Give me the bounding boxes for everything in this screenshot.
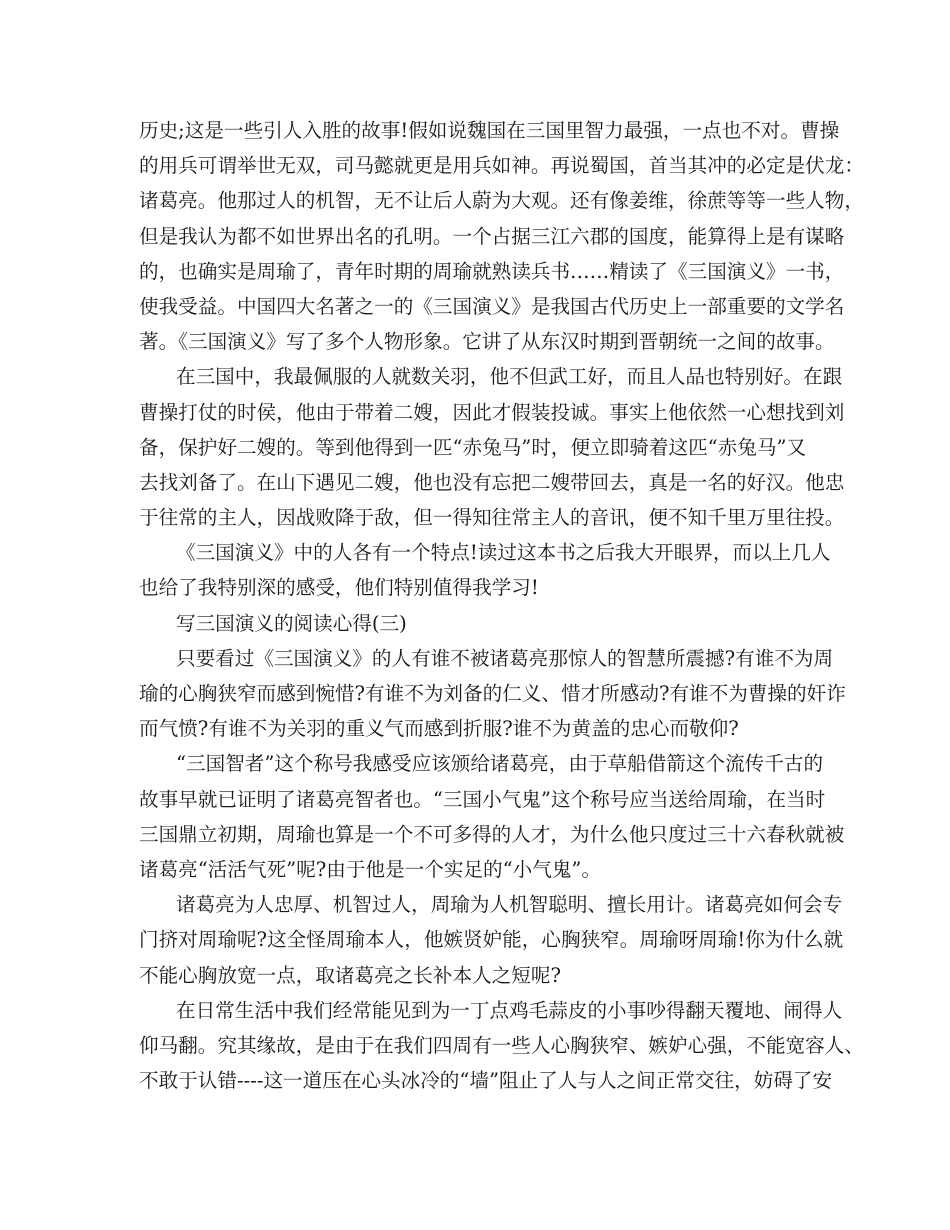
text-line: “三国智者”这个称号我感受应该颁给诸葛亮，由于草船借箭这个流传千古的 xyxy=(176,752,824,776)
text-line: 于往常的主人，因战败降于敌，但一得知往常主人的音讯，便不知千里万里往投。 xyxy=(139,506,845,530)
text-line: 不敢于认错----这一道压在心头冰冷的“墙”阻止了人与人之间正常交往，妨碍了安 xyxy=(139,1069,833,1093)
text-line: 故事早就已证明了诸葛亮智者也。“三国小气鬼”这个称号应当送给周瑜，在当时 xyxy=(139,787,826,811)
text-line: 在三国中，我最佩服的人就数关羽，他不但武工好，而且人品也特别好。在跟 xyxy=(176,365,843,389)
text-line: 瑜的心胸狭窄而感到惋惜?有谁不为刘备的仁义、惜才所感动?有谁不为曹操的奸诈 xyxy=(139,682,846,705)
text-line: 备，保护好二嫂的。等到他得到一匹“赤兔马”时，便立即骑着这匹“赤兔马”又 xyxy=(139,435,807,459)
text-line: 历史;这是一些引人入胜的故事!假如说魏国在三国里智力最强，一点也不对。曹操 xyxy=(139,119,840,142)
text-line: 《三国演义》中的人各有一个特点!读过这本书之后我大开眼界，而以上几人 xyxy=(176,541,831,565)
text-line: 而气愤?有谁不为关羽的重义气而感到折服?谁不为黄盖的忠心而敬仰? xyxy=(139,717,739,741)
text-line: 只要看过《三国演义》的人有谁不被诸葛亮那惊人的智慧所震撼?有谁不为周 xyxy=(176,646,834,670)
text-line: 曹操打仗的时侯，他由于带着二嫂，因此才假装投诚。事实上他依然一心想找到刘 xyxy=(139,400,845,424)
text-line: 门挤对周瑜呢?这全怪周瑜本人，他嫉贤妒能，心胸狭窄。周瑜呀周瑜!你为什么就 xyxy=(139,928,844,952)
text-line: 诸葛亮“活活气死”呢?由于他是一个实足的“小气鬼”。 xyxy=(139,857,602,881)
text-line: 仰马翻。究其缘故，是由于在我们四周有一些人心胸狭窄、嫉妒心强，不能宽容人、 xyxy=(139,1033,864,1057)
text-line: 三国鼎立初期，周瑜也算是一个不可多得的人才，为什么他只度过三十六春秋就被 xyxy=(139,822,845,846)
text-line: 也给了我特别深的感受，他们特别值得我学习! xyxy=(139,576,539,600)
document-body xyxy=(139,113,864,1098)
text-line: 不能心胸放宽一点，取诸葛亮之长补本人之短呢? xyxy=(139,963,561,987)
text-line: 去找刘备了。在山下遇见二嫂，他也没有忘把二嫂带回去，真是一名的好汉。他忠 xyxy=(139,470,845,494)
text-line: 但是我认为都不如世界出名的孔明。一个占据三江六郡的国度，能算得上是有谋略 xyxy=(139,224,845,248)
text-line: 在日常生活中我们经常能见到为一丁点鸡毛蒜皮的小事吵得翻天覆地、闹得人 xyxy=(176,998,843,1022)
text-line: 诸葛亮为人忠厚、机智过人，周瑜为人机智聪明、擅长用计。诸葛亮如何会专 xyxy=(176,893,843,917)
text-line: 的，也确实是周瑜了，青年时期的周瑜就熟读兵书……精读了《三国演义》一书， xyxy=(139,259,845,283)
text-line: 诸葛亮。他那过人的机智，无不让后人蔚为大观。还有像姜维，徐蔗等等一些人物， xyxy=(139,189,864,213)
text-line: 著。《三国演义》写了多个人物形象。它讲了从东汉时期到晋朝统一之间的故事。 xyxy=(139,330,835,354)
text-line: 写三国演义的阅读心得(三) xyxy=(176,611,407,635)
text-line: 的用兵可谓举世无双，司马懿就更是用兵如神。再说蜀国，首当其冲的必定是伏龙： xyxy=(139,154,864,178)
text-line: 使我受益。中国四大名著之一的《三国演义》是我国古代历史上一部重要的文学名 xyxy=(139,294,845,318)
